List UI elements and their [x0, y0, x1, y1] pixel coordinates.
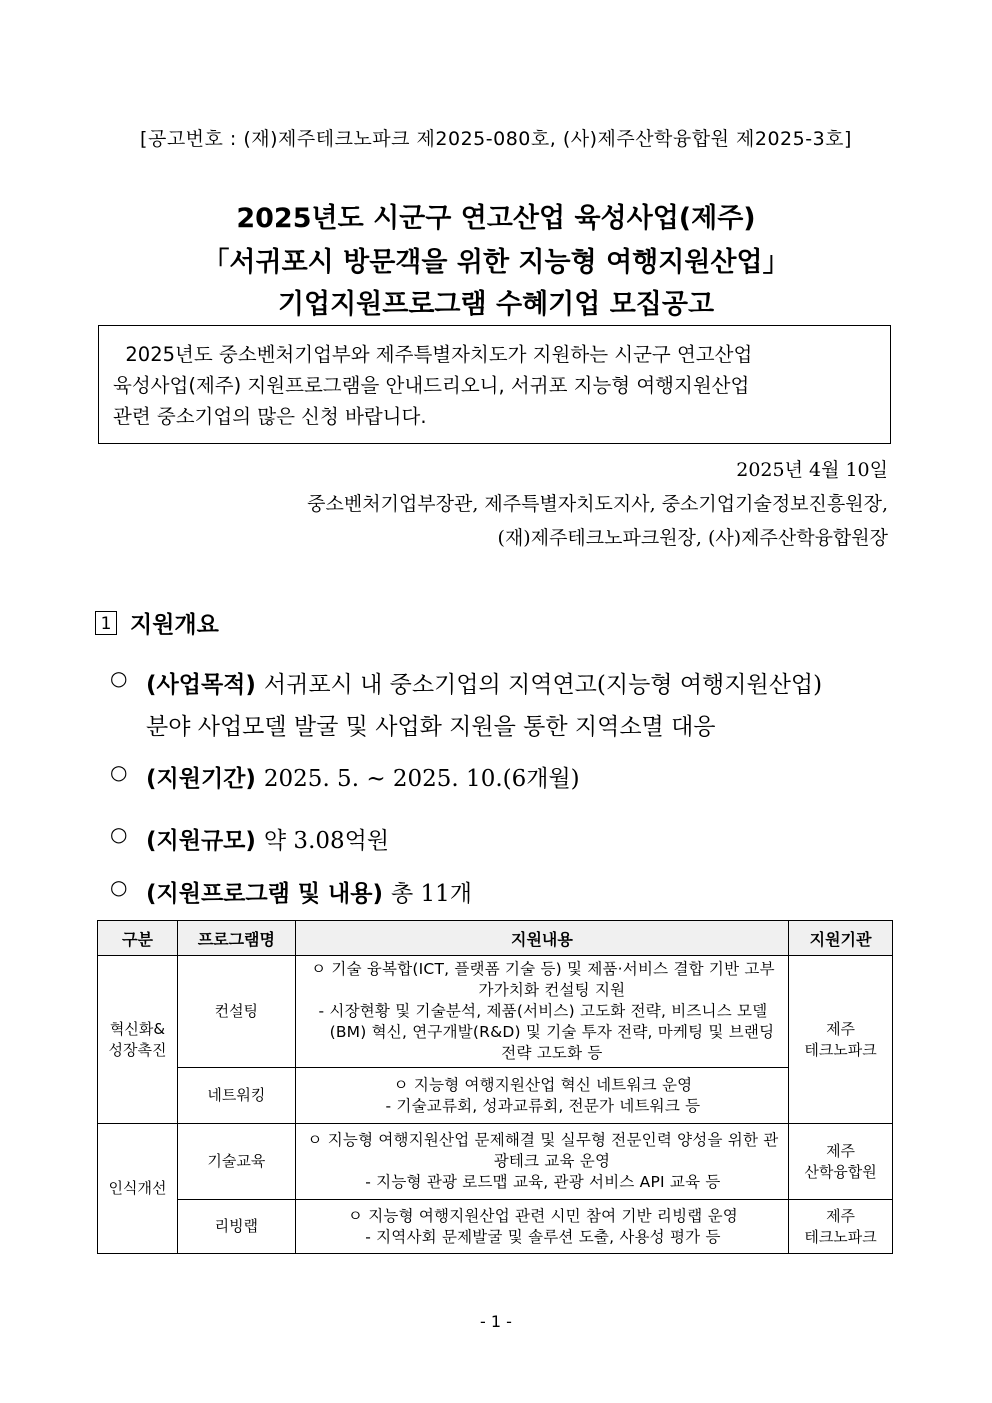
header-program: 프로그램명 [177, 921, 295, 956]
intro-line-3: 관련 중소기업의 많은 신청 바랍니다. [113, 405, 427, 428]
program-cell: 리빙랩 [177, 1200, 295, 1254]
group-cell: 혁신화& 성장촉진 [98, 956, 178, 1124]
content-cell [295, 1068, 788, 1124]
program-table [97, 920, 893, 1254]
bullet-mark: ○ [110, 822, 128, 846]
table-row [98, 1200, 893, 1254]
title-line-1: 2025년도 시군구 연고산업 육성사업(제주) [236, 203, 756, 234]
title-line-3: 기업지원프로그램 수혜기업 모집공고 [277, 289, 715, 320]
group-cell: 인식개선 [98, 1124, 178, 1254]
bullet-mark: ○ [110, 875, 128, 899]
bullet-period [110, 760, 580, 793]
table-row [98, 956, 893, 1068]
program-label: (지원프로그램 및 내용) [146, 881, 384, 907]
notice-date: 2025년 4월 10일 [736, 459, 888, 481]
bullet-program [110, 875, 472, 908]
content-line: ㅇ 지능형 여행지원산업 문제해결 및 실무형 전문인력 양성을 위한 관광테크 교육 운영 [307, 1131, 779, 1170]
content-cell [295, 1124, 788, 1200]
section-heading [95, 606, 219, 639]
content-line: - 지역사회 문제발굴 및 솔루션 도출, 사용성 평가 등 [365, 1227, 721, 1246]
header-category: 구분 [98, 921, 178, 956]
table-header-row [98, 921, 893, 956]
program-cell: 기술교육 [177, 1124, 295, 1200]
content-cell [295, 1200, 788, 1254]
org-cell: 제주 산학융합원 [789, 1124, 893, 1200]
section-number: 1 [95, 611, 117, 635]
content-line: ㅇ 기술 융복합(ICT, 플랫폼 기술 등) 및 제품·서비스 결합 기반 고부가가치화 컨설팅 지원 [311, 960, 775, 999]
org-cell: 제주 테크노파크 [789, 956, 893, 1124]
period-value: 2025. 5. ~ 2025. 10.(6개월) [263, 766, 580, 792]
header-content: 지원내용 [295, 921, 788, 956]
intro-box [98, 325, 891, 444]
content-line: - 기술교류회, 성과교류회, 전문가 네트워크 등 [385, 1096, 701, 1115]
program-cell: 네트워킹 [177, 1068, 295, 1124]
bullet-scale [110, 822, 389, 855]
bullet-purpose-cont [146, 708, 716, 741]
sender-line-2: (재)제주테크노파크원장, (사)제주산학융합원장 [497, 527, 888, 549]
purpose-label: (사업목적) [146, 672, 256, 698]
purpose-line-1: 서귀포시 내 중소기업의 지역연고(지능형 여행지원산업) [263, 672, 823, 698]
intro-line-2: 육성사업(제주) 지원프로그램을 안내드리오니, 서귀포 지능형 여행지원산업 [113, 374, 750, 397]
page-number: - 1 - [480, 1312, 512, 1331]
title-line-2: 「서귀포시 방문객을 위한 지능형 여행지원산업」 [202, 247, 790, 278]
section-title: 지원개요 [130, 612, 219, 638]
bullet-purpose [110, 666, 822, 699]
program-value: 총 11개 [391, 881, 473, 907]
scale-value: 약 3.08억원 [263, 828, 390, 854]
period-label: (지원기간) [146, 766, 256, 792]
org-cell: 제주 테크노파크 [789, 1200, 893, 1254]
content-line: ㅇ 지능형 여행지원산업 혁신 네트워크 운영 [393, 1075, 693, 1094]
sender-line-1: 중소벤처기업부장관, 제주특별자치도지사, 중소기업기술정보진흥원장, [307, 493, 888, 515]
intro-line-1: 2025년도 중소벤처기업부와 제주특별자치도가 지원하는 시군구 연고산업 [113, 343, 753, 366]
content-line: ㅇ 지능형 여행지원산업 관련 시민 참여 기반 리빙랩 운영 [347, 1206, 738, 1225]
header-org: 지원기관 [789, 921, 893, 956]
program-cell: 컨설팅 [177, 956, 295, 1068]
purpose-line-2: 분야 사업모델 발굴 및 사업화 지원을 통한 지역소멸 대응 [146, 714, 716, 740]
bullet-mark: ○ [110, 666, 128, 690]
content-line: - 시장현황 및 기술분석, 제품(서비스) 고도화 전략, 비즈니스 모델(BM) 혁신, 연구개발(R&D) 및 기술 투자 전략, 마케팅 및 브랜딩 전략 고도화 등 [318, 1002, 775, 1062]
scale-label: (지원규모) [146, 828, 256, 854]
content-cell [295, 956, 788, 1068]
table-row [98, 1068, 893, 1124]
content-line: - 지능형 관광 로드맵 교육, 관광 서비스 API 교육 등 [365, 1173, 721, 1191]
bullet-mark: ○ [110, 760, 128, 784]
notice-number: [공고번호 : (재)제주테크노파크 제2025-080호, (사)제주산학융합원 제2025-3호] [140, 128, 852, 150]
table-row [98, 1124, 893, 1200]
